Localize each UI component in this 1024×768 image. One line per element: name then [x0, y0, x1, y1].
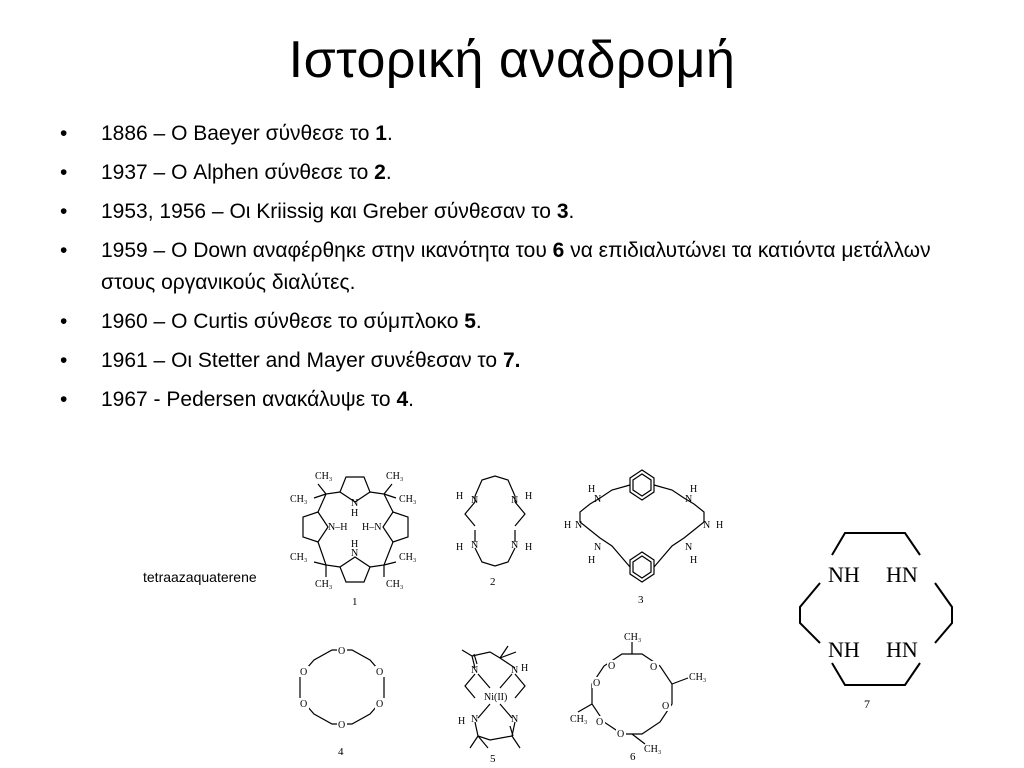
compound-number: 5: [464, 310, 476, 333]
h-label: H: [690, 555, 698, 566]
item-text-end: .: [408, 388, 414, 411]
o-label: O: [662, 701, 670, 712]
item-text: 1937 – Ο Alphen σύνθεσε το: [101, 161, 375, 184]
ch3-label: CH₃: [399, 494, 417, 505]
ch3-label: CH₃: [315, 579, 333, 590]
metal-label: Ni(II): [484, 692, 508, 703]
o-label: O: [650, 662, 658, 673]
hn-label: HN: [886, 637, 918, 662]
h-label: H: [564, 520, 572, 531]
ch3-label: CH₃: [315, 471, 333, 482]
list-item: [56, 384, 976, 416]
n-label: N: [511, 714, 519, 725]
n-label: N: [594, 494, 602, 505]
item-text: 1953, 1956 – Οι Kriissig και Greber σύνθεσαν το: [101, 200, 557, 223]
compound-number: 3: [556, 200, 569, 223]
nh-label: N–H: [328, 522, 348, 533]
bullet-icon: •: [60, 310, 68, 333]
ch3-label: CH₃: [399, 552, 417, 563]
structure-1: [288, 462, 423, 612]
item-text: 1961 – Οι Stetter and Mayer συνέθεσαν το: [101, 349, 503, 372]
structure-4: [292, 642, 407, 762]
n-label: N: [575, 520, 583, 531]
bullet-icon: •: [60, 200, 68, 223]
structure-caption: tetraazaquaterene: [143, 569, 257, 585]
h-label: H: [588, 555, 596, 566]
ch3-label: CH₃: [644, 744, 662, 755]
item-text: 1960 – Ο Curtis σύνθεσε το σύμπλοκο: [101, 310, 465, 333]
h-label: H: [456, 491, 464, 502]
list-item: [56, 196, 976, 228]
ch3-label: CH₃: [624, 632, 642, 643]
item-text-end: να επιδιαλυτώνει τα κατιόντα μετάλλων στους οργανικούς διαλύτες.: [101, 239, 931, 294]
list-item: [56, 345, 976, 377]
item-text-end: .: [385, 161, 392, 184]
h-label: H: [525, 491, 533, 502]
o-label: O: [338, 646, 346, 657]
n-label: N: [511, 495, 519, 506]
structure-number: 6: [630, 751, 636, 763]
n-label: N: [703, 520, 711, 531]
n-label: N: [511, 540, 519, 551]
ch3-label: CH₃: [689, 672, 707, 683]
n-label: N: [685, 494, 693, 505]
compound-number: 6: [552, 239, 565, 262]
item-text: 1959 – Ο Down αναφέρθηκε στην ικανότητα του: [101, 239, 553, 262]
ch3-label: CH₃: [290, 494, 308, 505]
h-label: H: [690, 484, 698, 495]
o-label: O: [593, 678, 601, 689]
o-label: O: [608, 661, 616, 672]
compound-number: 4: [396, 388, 409, 411]
n-label: N: [511, 665, 519, 676]
structure-3: [560, 460, 730, 610]
h-label: H: [351, 508, 359, 519]
structure-6: [570, 632, 720, 762]
o-label: O: [596, 717, 604, 728]
bullet-icon: •: [60, 388, 68, 411]
h-label: H: [458, 716, 466, 727]
n-label: N: [351, 498, 359, 509]
ch3-label: CH₃: [290, 552, 308, 563]
structure-number: 5: [490, 753, 496, 765]
list-item: [56, 306, 976, 338]
item-text: 1886 – Ο Baeyer σύνθεσε το: [101, 122, 376, 145]
h-label: H: [351, 539, 359, 550]
ch3-label: CH₃: [570, 714, 588, 725]
o-label: O: [300, 699, 308, 710]
nh-label: NH: [828, 637, 860, 662]
n-label: N: [471, 714, 479, 725]
structure-number: 1: [352, 596, 358, 608]
h-label: H: [521, 663, 529, 674]
ch3-label: CH₃: [386, 579, 404, 590]
ch3-label: CH₃: [386, 471, 404, 482]
list-item: [56, 235, 976, 299]
o-label: O: [338, 720, 346, 731]
bullet-icon: •: [60, 349, 68, 372]
bullet-icon: •: [60, 161, 68, 184]
h-label: H: [588, 484, 596, 495]
item-text-end: .: [475, 310, 482, 333]
n-label: N: [594, 542, 602, 553]
bullet-icon: •: [60, 122, 68, 145]
compound-number: 7.: [502, 349, 521, 372]
o-label: O: [300, 667, 308, 678]
structure-number: 7: [864, 697, 870, 711]
structure-7: [790, 525, 965, 715]
h-label: H: [716, 520, 724, 531]
bullet-icon: •: [60, 239, 68, 262]
h-label: H: [525, 542, 533, 553]
hn-label: H–N: [362, 522, 382, 533]
item-text: 1967 - Pedersen ανακάλυψε το: [101, 388, 397, 411]
structure-5: [450, 640, 540, 765]
slide-title: Ιστορική αναδρομή: [288, 31, 736, 89]
o-label: O: [617, 729, 625, 740]
item-text-end: .: [568, 200, 575, 223]
n-label: N: [471, 495, 479, 506]
h-label: H: [456, 542, 464, 553]
o-label: O: [376, 699, 384, 710]
nh-label: NH: [828, 562, 860, 587]
item-text-end: .: [386, 122, 393, 145]
list-item: [56, 157, 976, 189]
structure-number: 2: [490, 576, 496, 588]
n-label: N: [471, 540, 479, 551]
list-item: [56, 118, 976, 150]
compound-number: 1: [375, 122, 387, 145]
o-label: O: [376, 667, 384, 678]
n-label: N: [471, 665, 479, 676]
structure-number: 4: [338, 746, 344, 758]
n-label: N: [685, 542, 693, 553]
history-list: [56, 118, 976, 423]
structure-2: [450, 468, 540, 588]
structure-number: 3: [638, 594, 644, 606]
hn-label: HN: [886, 562, 918, 587]
n-label: N: [351, 548, 359, 559]
compound-number: 2: [374, 161, 386, 184]
